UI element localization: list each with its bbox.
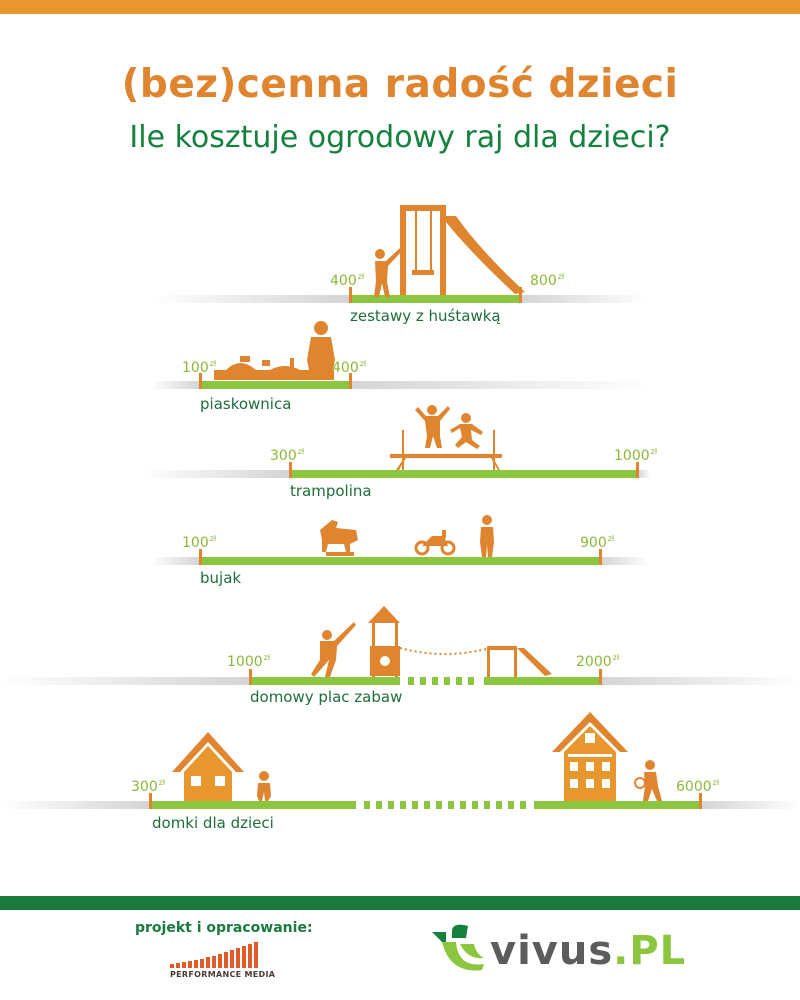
row-swing-set [150,205,650,303]
swing-set-icon [400,205,525,295]
row-label-trampoline: trampolina [290,482,372,500]
page-title: (bez)cenna radość dzieci [121,62,679,107]
child-with-ball-icon [635,760,662,801]
row-label-rocker: bujak [200,569,242,587]
jumping-child-icon [450,413,483,449]
large-playhouse-icon [552,712,628,801]
row-rocker [150,515,650,565]
small-playhouse-icon [172,732,244,801]
performance-media-logo [170,942,270,968]
price-max-swing-set: $800^{zł}$ [530,272,565,289]
spring-horse-icon [320,520,358,556]
rope-bridge-icon [400,648,490,654]
price-max-trampoline: $1000^{zł}$ [614,447,658,464]
slide-frame-icon [487,646,552,677]
row-label-playhouses: domki dla dzieci [152,814,274,832]
row-label-sandbox: piaskownica [200,395,292,413]
row-label-swing-set: zestawy z huśtawką [350,307,501,325]
page-subtitle: Ile kosztuje ogrodowy raj dla dzieci? [129,120,671,155]
price-min-home-playground: $1000^{zł}$ [227,653,271,670]
price-max-rocker: $900^{zł}$ [580,534,615,551]
row-label-home-playground: domowy plac zabaw [250,688,403,706]
price-min-playhouses: $300^{zł}$ [131,778,166,795]
brand-logo-text: vivus.PL [490,928,687,974]
jumping-child-icon [415,405,450,448]
price-min-swing-set: $400^{zł}$ [330,272,365,289]
agency-name: PERFORMANCE MEDIA [170,970,276,979]
vivus-leaf-logo [432,924,488,972]
trampoline-icon [390,430,502,470]
child-icon [257,771,271,801]
row-sandbox [150,321,650,389]
child-with-stick-icon [311,622,356,677]
price-min-sandbox: $100^{zł}$ [182,359,217,376]
price-min-trampoline: $300^{zł}$ [270,447,305,464]
spring-motorbike-icon [416,530,454,554]
child-icon [374,248,402,297]
footer-bar [0,896,800,910]
child-icon [307,321,335,380]
credit-label: projekt i opracowanie: [135,920,313,936]
price-min-rocker: $100^{zł}$ [182,534,217,551]
row-home-playground [0,606,800,685]
price-max-playhouses: $6000^{zł}$ [676,778,720,795]
price-max-home-playground: $2000^{zł}$ [576,653,620,670]
row-trampoline [140,405,650,478]
price-max-sandbox: $400^{zł}$ [332,359,367,376]
child-icon [480,515,494,557]
play-tower-icon [368,606,400,677]
